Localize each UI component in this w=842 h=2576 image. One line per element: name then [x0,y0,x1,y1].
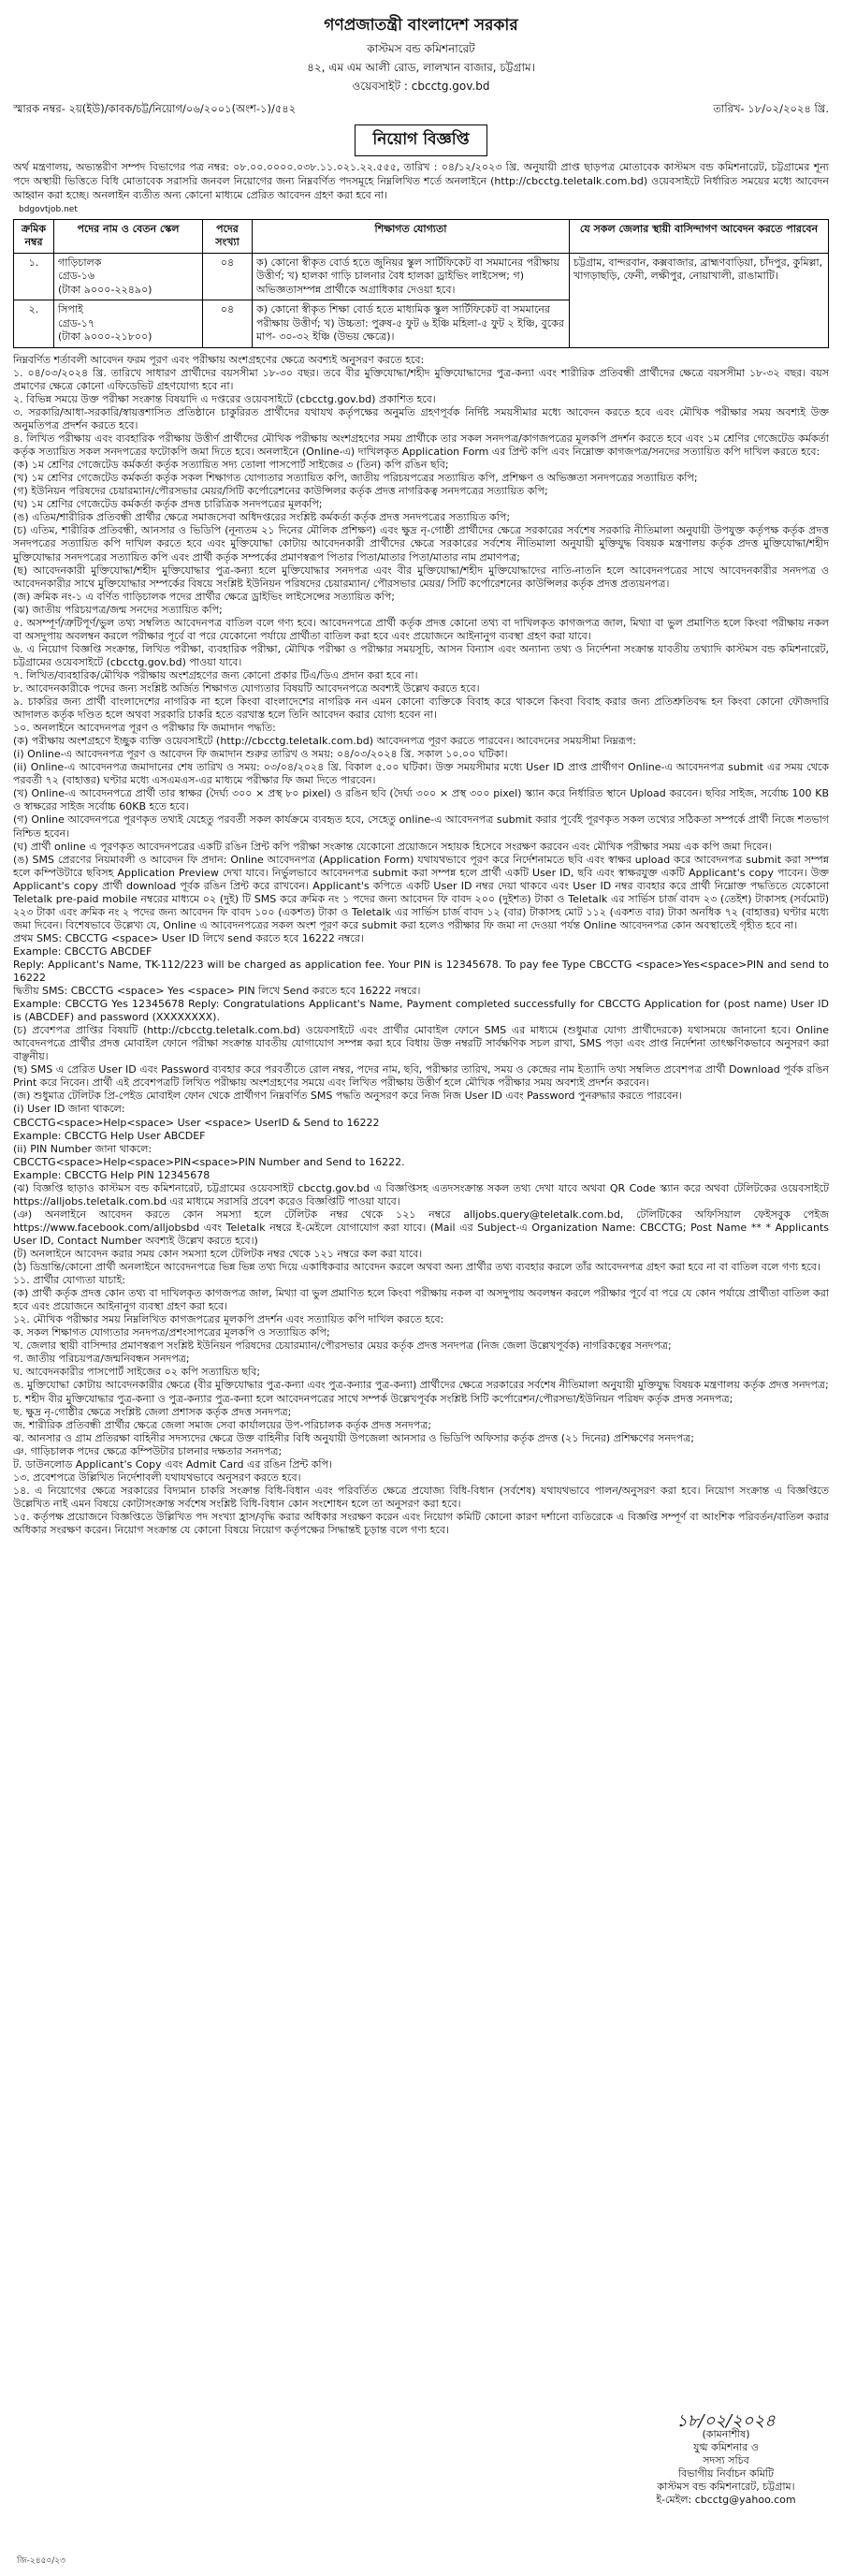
term-line: (ii) Online-এ আবেদনপত্র জমাদানের শেষ তারিখ ও সময়: ০৩/০৪/২০২৪ খ্রি. বিকাল ৫.০০ ঘটিকা। উক্ত সময়সীমার মধ্যে User ID প্রাপ্ত প্রার্থীগণ Online-এ আবেদনপত্র submit এর সময় থেকে পরবর্তী ৭২ (বাহাত্তর) ঘণ্টার মধ্যে এসএমএস-এর মাধ্যমে পরীক্ষার ফি জমা দিতে পারবেন। [13,761,829,787]
term-line: (ঘ) ১ম শ্রেণির গেজেটেড কর্মকর্তা কর্তৃক প্রদত্ত চারিত্রিক সনদপত্রের মূলকপি; [13,498,323,511]
table-row [14,253,829,300]
footer-code: জি-২৪৫০/২৩ [17,2556,65,2566]
row-count: ০৪ [203,300,253,348]
term-line: (ঠ) ডিভ্রান্তি/কোনো প্রার্থী অনলাইনে আবেদনপত্রে ভিন্ন ভিন্ন তথ্য দিয়ে একাধিকবার আবেদন করলে অথবা অন্য প্রার্থীর তথ্য ব্যবহার করলে তাঁর আবেদনপত্র গ্রহণ করা হবে না বা বাতিল বলে গণ্য হবে। [13,1261,820,1274]
term-line: নিম্নবর্ণিত শর্তাবলী আবেদন ফরম পূরণ এবং পরীক্ষায় অংশগ্রহণের ক্ষেত্রে অবশ্যই অনুসরণ করতে হবে: [13,353,425,366]
government-name: গণপ্রজাতন্ত্রী বাংলাদেশ সরকার [324,16,518,35]
term-line: ৮. আবেদনকারীকে পদের জন্য সংশ্লিষ্ট অর্জিত শিক্ষাগত যোগ্যতার বিষয়টি আবেদনপত্রে অবশ্যই উল্লেখ করতে হবে। [13,681,480,695]
term-line: ছ. ক্ষুদ্র নৃ-গোষ্ঠীর ক্ষেত্রে সংশ্লিষ্ট জেলা প্রশাসক কর্তৃক প্রদত্ত সনদপত্র; [13,1405,292,1418]
term-line: (ঙ) এতিম/শারীরিক প্রতিবন্ধী প্রার্থীর ক্ষেত্রে সমাজসেবা অধিদপ্তরের সংশ্লিষ্ট কর্মকর্তা কর্তৃক প্রদত্ত সনদপত্রের সত্যায়িত কপি; [13,511,511,524]
term-line: ১০. অনলাইনে আবেদনপত্র পূরণ ও পরীক্ষার ফি জমাদান পদ্ধতি: [13,722,276,735]
term-line: Example: CBCCTG ABCDEF [13,944,152,958]
term-line: ১. ০৪/০৩/২০২৪ খ্রি. তারিখে সাধারণ প্রার্থীদের বয়সসীমা ১৮-৩০ বছর। তবে বীর মুক্তিযোদ্ধা/শহীদ মুক্তিযোদ্ধাদের পুত্র-কন্যা এবং শারীরিক প্রতিবন্ধী প্রার্থীদের ক্ষেত্রে বয়সসীমা ১৮-৩২ বছর। বয়স প্রমাণের ক্ষেত্রে কোনো এফিডেভিট গ্রহণযোগ্য হবে না। [13,366,829,392]
term-line: (ক) পরীক্ষায় অংশগ্রহণে ইচ্ছুক ব্যক্তি ওয়েবসাইটে (http://cbcctg.teletalk.com.bd) আবেদনপত্র পূরণ করতে পারবেন। আবেদনের সময়সীমা নিম্নরূপ: [13,735,636,748]
term-line: ঘ. আবেদনকারীর পাসপোর্ট সাইজের ০২ কপি সত্যায়িত ছবি; [13,1366,261,1379]
term-line: ৭. লিখিত/ব্যবহারিক/মৌখিক পরীক্ষায় অংশগ্রহণের জন্য কোনো প্রকার টিএ/ডিএ প্রদান করা হবে না। [13,668,418,681]
intro-text: অর্থ মন্ত্রণালয়, অভ্যন্তরীণ সম্পদ বিভাগের পত্র নম্বর: ০৮.০০.০০০০.০৩৮.১১.০২১.২২.৫৫৫, তারিখ : ০৪/১২/২০২৩ খ্রি. অনুযায়ী প্রাপ্ত ছাড়পত্র মোতাবেক কাস্টমস বন্ড কমিশনারেট, চট্টগ্রামের শূন্য পদে অস্থায়ী ভিত্তিতে বিধি মোতাবেক সরাসরি জনবল নিয়োগের জন্য নিম্নবর্ণিত পদসমূহে নিম্নলিখিত শর্তে অনলাইনে (http://cbcctg.teletalk.com.bd) ওয়েবসাইটে নির্ধারিত সময়ের মধ্যে আবেদন আহ্বান করা হচ্ছে। অনলাইন ব্যতীত অন্য কোনো মাধ্যমে প্রেরিত আবেদন গ্রহণ করা হবে না। [13,161,829,202]
row-post [54,300,203,348]
term-line: CBCCTG<space>Help<space>PIN<space>PIN Number and Send to 16222. [13,1155,405,1168]
term-line: (খ) ১ম শ্রেণির গেজেটেড কর্মকর্তা কর্তৃক সকল শিক্ষাগত যোগ্যতার সত্যায়িত কপি, জাতীয় পরিচয়পত্রের সত্যায়িত কপি, প্রশিক্ষণ ও অভিজ্ঞতা সনদপত্রের সত্যায়িত কপি; [13,472,698,485]
row-serial: ২. [14,300,54,348]
term-line: ঞ. গাড়িচালক পদের ক্ষেত্রে কম্পিউটার চালনার দক্ষতার সনদপত্র; [13,1444,283,1457]
post-grade: গ্রেড-১৭ [58,316,95,329]
row-count: ০৪ [203,253,253,300]
term-line: (জ) শুধুমাত্র টেলিটক প্রি-পেইড মোবাইল ফোন থেকে প্রার্থীগণ নিম্নবর্ণিত SMS পদ্ধতি অনুসরণ করে নিজ নিজ User ID এবং Password পুনরুদ্ধার করতে পারবেন। [13,1090,682,1103]
table-header-row [14,219,829,253]
term-line: (চ) প্রবেশপত্র প্রাপ্তির বিষয়টি (http://cbcctg.teletalk.com.bd) ওয়েবসাইটে এবং প্রার্থীর মোবাইল ফোনে SMS এর মাধ্যমে (শুধুমাত্র যোগ্য প্রার্থীদেরকে) যথাসময়ে জানানো হবে। Online আবেদনপত্রে প্রার্থীর প্রদত্ত মোবাইল ফোনে পরীক্ষা সংক্রান্ত যাবতীয় যোগাযোগ সম্পন্ন করা হবে বিধায় উক্ত নম্বরটি সার্বক্ষণিক সচল রাখা, SMS পড়া এবং প্রাপ্ত নির্দেশনা তাৎক্ষণিকভাবে অনুসরণ করা বাঞ্ছনীয়। [13,1024,830,1063]
post-scale: (টাকা ৯০০০-২২৪৯০) [58,283,152,296]
term-line: চ. শহীদ বীর মুক্তিযোদ্ধার পুত্র-কন্যা ও পুত্র-কন্যার পুত্র-কন্যা হলে আবেদনপত্রের সাথে সম্পর্ক উল্লেখপূর্বক সংশ্লিষ্ট সিটি কর্পোরেশন/পৌরসভা/ইউনিয়ন পরিষদ কর্তৃক প্রদত্ত সনদপত্র; [13,1392,733,1405]
term-line: ৯. চাকরির জন্য প্রার্থী বাংলাদেশের নাগরিক না হলে কিংবা বাংলাদেশের নাগরিক নন এমন কোনো ব্যক্তিকে বিবাহ করে থাকলে কিংবা বিবাহ করার জন্য প্রতিশ্রুতিবদ্ধ হন কিংবা কোনো ফৌজদারি আদালত কর্তৃক দণ্ডিত হলে অথবা সরকারি চাকরি হতে বরখাস্ত হলে তিনি আবেদন করার যোগ্য হবেন না। [13,695,829,722]
term-line: (খ) Online-এ আবেদনপত্রে প্রার্থী তার স্বাক্ষর (দৈর্ঘ্য ৩০০ × প্রস্থ ৮০ pixel) ও রঙিন ছবি (দৈর্ঘ্য ৩০০ × প্রস্থ ৩০০ pixel) স্ক্যান করে নির্ধারিত স্থানে Upload করবেন। ছবির সাইজ, সর্বোচ্চ 100 KB ও স্বাক্ষরের সাইজ সর্বোচ্চ 60KB হতে হবে। [13,787,829,813]
signatory-name: (কামনাশীষ) [702,2428,750,2440]
term-line: (i) User ID জানা থাকলে: [13,1103,125,1116]
term-line: (ছ) SMS এ প্রেরিত User ID এবং Password ব্যবহার করে পরবর্তীতে রোল নম্বর, পদের নাম, ছবি, পরীক্ষার তারিখ, সময় ও কেন্দ্রের নাম ইত্যাদি তথ্য সম্বলিত প্রবেশপত্র প্রার্থী Download পূর্বক রঙিন Print করে নিবেন। প্রার্থী এই প্রবেশপত্রটি লিখিত পরীক্ষায় অংশগ্রহণের সময়ে এবং লিখিত পরীক্ষায় উত্তীর্ণ হলে মৌখিক পরীক্ষার সময় অবশ্যই প্রদর্শন করবেন। [13,1063,829,1090]
term-line: ক. সকল শিক্ষাগত যোগ্যতার সনদপত্র/প্রশংসাপত্রের মূলকপি ও সত্যায়িত কপি; [13,1326,330,1339]
col-districts: যে সকল জেলার স্থায়ী বাসিন্দাগণ আবেদন করতে পারবেন [570,219,829,253]
term-line: (ক) প্রার্থী কর্তৃক প্রদত্ত কোন তথ্য বা দাখিলকৃত কাগজপত্র জাল, মিথ্যা বা ভুল প্রমাণিত হলে কিংবা পরীক্ষায় নকল বা অসদুপায় অবলম্বন করলে পরীক্ষার পূর্বে বা পরে যে কোন পর্যায়ে প্রার্থীতা বাতিল করা হবে এবং প্রয়োজনে আইনানুগ ব্যবস্থা গ্রহণ করা হবে। [13,1287,829,1313]
term-line: (ট) অনলাইনে আবেদন করার সময় কোন সমস্যা হলে টেলিটক নম্বর থেকে ১২১ নম্বরে কল করা যাবে। [13,1248,423,1260]
term-line: Example: CBCCTG Yes 12345678 Reply: Congratulations Applicant's Name, Payment completed successfully for CBCCTG Application for (post name) User ID is (ABCDEF) and password (XXXXXXXX). [13,998,829,1024]
term-line: ৫. অসম্পূর্ণ/ত্রুটিপূর্ণ/ভুল তথ্য সম্বলিত আবেদনপত্র বাতিল বলে গণ্য হবে। আবেদনপত্রে প্রার্থী কর্তৃক প্রদত্ত কোনো তথ্য বা দাখিলকৃত কাগজপত্র জাল, মিথ্যা বা ভুল প্রমাণিত হলে কিংবা পরীক্ষায় নকল বা অসদুপায় অবলম্বন করলে পরীক্ষার পূর্বে বা পরে যেকোনো পর্যায়ে প্রার্থীতা বাতিল করা হবে এবং প্রয়োজনে আইনানুগ ব্যবস্থা গ্রহণ করা যাবে। [13,616,829,642]
row-post [54,253,203,300]
post-scale: (টাকা ৯০০০-২১৮০০) [58,330,152,344]
term-line: (ঝ) জাতীয় পরিচয়পত্র/জন্ম সনদের সত্যায়িত কপি; [13,603,223,616]
memo-number: স্মারক নম্বর- ২য়(ইউ)/কাবক/চট্ট/নিয়োগ/০৬/২০০১(অংশ-১)/৫৪২ [13,102,297,115]
office-address: ৪২, এম এম আলী রোড, লালখান বাজার, চট্টগ্রাম। [307,61,535,74]
post-grade: গ্রেড-১৬ [58,270,95,283]
contact-email: ই-মেইল: cbcctg@yahoo.com [656,2494,796,2506]
term-line: CBCCTG<space>Help<space> User <space> UserID & Send to 16222 [13,1116,380,1129]
term-line: ২. বিভিন্ন সময়ে উক্ত পরীক্ষা সংক্রান্ত বিষয়াদি এ দপ্তরের ওয়েবসাইটে (cbcctg.gov.bd) প্রকাশিত হবে। [13,392,436,405]
memo-date: তারিখ- ১৮/০২/২০২৪ খ্রি. [713,102,829,115]
letterhead [13,13,829,97]
terms-and-conditions [13,354,829,1537]
term-line: ১৪. এ নিয়োগের ক্ষেত্রে সরকারের বিদ্যমান চাকরি সংক্রান্ত বিধি-বিধান এবং পরিবর্তিত ক্ষেত্রে প্রযোজ্য বিধি-বিধান (সর্বশেষ) যথাযথভাবে পালন/অনুসরণ করা হবে। নিয়োগ সংক্রান্ত এ বিজ্ঞপ্তিতে উল্লেখিত নাই এমন বিষয়ে কোটাসংক্রান্ত সর্বশেষ সংশ্লিষ্ট বিধি-বিধান কোন সংশোধন হলে তা অনুসরণ করা হবে। [13,1484,829,1510]
term-line: Example: CBCCTG Help PIN 12345678 [13,1168,210,1181]
term-line: (চ) এতিম, শারীরিক প্রতিবন্ধী, আনসার ও ভিডিপি (নূন্যতম ২১ দিনের মৌলিক প্রশিক্ষণ) এবং ক্ষুদ্র নৃ-গোষ্ঠী প্রার্থীদের ক্ষেত্রে সরকারের সর্বশেষ সরকারি নীতিমালা অনুযায়ী উপযুক্ত কর্তৃপক্ষ কর্তৃক প্রদত্ত সনদপত্রের সত্যায়িত কপি দাখিল করতে হবে এবং মুক্তিযোদ্ধা কোটায় আবেদনকারী প্রার্থীদের ক্ষেত্রে সরকারের সর্বশেষ নীতিমালা অনুযায়ী মুক্তিযুদ্ধ বিষয়ক মন্ত্রণালয় কর্তৃক প্রদত্ত মুক্তিযোদ্ধা/শহীদ মুক্তিযোদ্ধার সনদপত্রের সত্যায়িত কপি এবং প্রার্থী কর্তৃক সম্পর্কের প্রমাণস্বরূপ পিতার পিতা/মাতার পিতা/মাতার নাম প্রমাণপত্র; [13,524,829,564]
col-count: পদের সংখ্যা [203,219,253,253]
term-line: ১৩. প্রবেশপত্রে উল্লিখিত নির্দেশাবলী যথাযথভাবে অনুসরণ করতে হবে। [13,1471,301,1484]
term-line: (ii) PIN Number জানা থাকলে: [13,1142,152,1155]
term-line: গ. জাতীয় পরিচয়পত্র/জন্মনিবন্ধন সনদপত্র; [13,1353,190,1366]
term-line: (ক) ১ম শ্রেণির গেজেটেড কর্মকর্তা কর্তৃক সত্যায়িত সদ্য তোলা পাসপোর্ট সাইজের ৩ (তিন) কপি রঙিন ছবি; [13,459,449,472]
term-line: ১২. মৌখিক পরীক্ষার সময় নিম্নলিখিত কাগজপত্রের মূলকপি প্রদর্শন এবং সত্যায়িত কপি দাখিল করতে হবে: [13,1313,444,1326]
term-line: ১৫. কর্তৃপক্ষ প্রয়োজনে বিজ্ঞপ্তিতে উল্লিখিত পদ সংখ্যা হ্রাস/বৃদ্ধি করার অধিকার সংরক্ষণ করেন এবং নিয়োগ কমিটি কোনো কারণ দর্শানো ব্যতিরেকে এ বিজ্ঞপ্তি সম্পূর্ণ বা আংশিক পরিবর্তন/বাতিল করার অধিকার সংরক্ষণ করেন। নিয়োগ সংক্রান্ত যে কোনো বিষয়ে নিয়োগ কর্তৃপক্ষের সিদ্ধান্তই চূড়ান্ত বলে গণ্য হবে। [13,1510,829,1536]
committee-office: কাস্টমস বন্ড কমিশনারেট, চট্টগ্রাম। [657,2481,795,2493]
term-line: ঙ. মুক্তিযোদ্ধা কোটায় আবেদনকারীর ক্ষেত্রে (বীর মুক্তিযোদ্ধার পুত্র-কন্যা এবং পুত্র-কন্যার পুত্র-কন্যা) প্রার্থীদের ক্ষেত্রে সরকারের সর্বশেষ নীতিমালা অনুযায়ী মুক্তিযুদ্ধ বিষয়ক মন্ত্রণালয় কর্তৃক প্রদত্ত সনদপত্র; [13,1379,829,1392]
term-line: (ঘ) প্রার্থী online এ পূরণকৃত আবেদনপত্রের একটি রঙিন প্রিন্ট কপি পরীক্ষা সংক্রান্ত যেকোনো প্রয়োজনে সহায়ক হিসেবে সংরক্ষণ করবেন এবং মৌখিক পরীক্ষার সময় এক কপি জমা দিবেন। [13,840,772,853]
row-serial: ১. [14,253,54,300]
intro-sub: bdgovtjob.net [19,204,78,214]
post-name: গাড়িচালক [58,256,102,269]
notice-title: নিয়োগ বিজ্ঞপ্তি [355,124,486,156]
posts-table [13,219,829,348]
col-post: পদের নাম ও বেতন স্কেল [54,219,203,253]
signature-scrawl: ১৮/০২/২০২৪ [676,2411,776,2431]
office-name: কাস্টমস বন্ড কমিশনারেট [367,42,475,55]
signature-block [642,2411,810,2507]
term-line: দ্বিতীয় SMS: CBCCTG <space> Yes <space> PIN লিখে Send করতে হবে 16222 নম্বরে। [13,985,421,998]
term-line: ৪. লিখিত পরীক্ষায় এবং ব্যবহারিক পরীক্ষায় উত্তীর্ণ প্রার্থীদের মৌখিক পরীক্ষায় অংশগ্রহণের সময় প্রার্থীকে তার সকল সনদপত্র/কাগজপত্রের মূলকপি প্রদর্শন করতে হবে এবং ১ম শ্রেণির গেজেটেড কর্মকর্তা কর্তৃক সত্যায়িত সকল সনদপত্রের ফটোকপি জমা দিতে হবে। অনলাইনে (Online-এ) দাখিলকৃত Application Form এর প্রিন্ট কপি এবং নিম্নোক্ত কাগজপত্র/সনদের সত্যায়িত কপি দাখিল করতে হবে: [13,432,829,459]
term-line: (ঞ) অনলাইনে আবেদন করতে কোন সমস্যা হলে টেলিটক নম্বর থেকে ১২১ নম্বরে alljobs.query@teletalk.com.bd, টেলিটিকের অফিসিয়াল ফেইসবুক পেইজ https://www.facebook.com/alljobsbd এবং Teletalk নম্বরে ই-মেইলে যোগাযোগ করা যাবে। (Mail এর Subject-এ Organization Name: CBCCTG; Post Name ** * Applicants User ID, Contact Number অবশ্যই উল্লেখ করতে হবে।) [13,1208,829,1247]
signatory-role: সদস্য সচিব [703,2454,749,2466]
col-serial: ক্রমিক নম্বর [14,219,54,253]
term-line: ঝ. আনসার ও গ্রাম প্রতিরক্ষা বাহিনীর সদস্যদের ক্ষেত্রে উক্ত বাহিনীর বিধি অনুযায়ী উপজেলা আনসার ও ভিডিপি অফিসার কর্তৃক প্রদত্ত (২১ দিনের) প্রশিক্ষণের সনদপত্র; [13,1431,694,1444]
term-line: ৬. এ নিয়োগ বিজ্ঞপ্তি সংক্রান্ত, লিখিত পরীক্ষা, ব্যবহারিক পরীক্ষা, মৌখিক পরীক্ষা ও পরীক্ষার সময়সূচি, আসন বিন্যাস এবং অন্যান্য তথ্য ও নির্দেশনা সংক্রান্ত যাবতীয় তথ্যাদি কাস্টমস বন্ড কমিশনারেট, চট্টগ্রামের ওয়েবসাইটে (cbcctg.gov.bd) পাওয়া যাবে। [13,642,829,668]
row-districts: চট্টগ্রাম, বান্দরবান, কক্সবাজার, ব্রাহ্মণবাড়িয়া, চাঁদপুর, কুমিল্লা, খাগড়াছড়ি, ফেনী, লক্ষীপুর, নোয়াখালী, রাঙামাটি। [570,253,829,347]
row-qualification: ক) কোনো স্বীকৃত বোর্ড হতে জুনিয়র স্কুল সার্টিফিকেট বা সমমানের পরীক্ষায় উত্তীর্ণ; খ) হালকা গাড়ি চালনার বৈধ হালকা ড্রাইভিং লাইসেন্স; গ) অভিজ্ঞতাসম্পন্ন প্রার্থীকে অগ্রাধিকার দেওয়া হবে। [253,253,570,300]
term-line: (i) Online-এ আবেদনপত্র পূরণ ও আবেদন ফি জমাদান শুরুর তারিখ ও সময়: ০৪/০৩/২০২৪ খ্রি. সকাল ১০.০০ ঘটিকা। [13,748,508,761]
term-line: (ঙ) SMS প্রেরণের নিয়মাবলী ও আবেদন ফি প্রদান: Online আবেদনপত্র (Application Form) যথাযথভাবে পূরণ করে নির্দেশনামতে ছবি এবং স্বাক্ষর upload করে আবেদনপত্র submit করা সম্পন্ন হলে কম্পিউটারে ছবিসহ Application Preview দেখা যাবে। নির্ভুলভাবে আবেদনপত্র submit করা সম্পন্ন হলে প্রার্থী একটি User ID, ছবি এবং স্বাক্ষরযুক্ত একটি Applicant's copy পাবেন। উক্ত Applicant's copy প্রার্থী download পূর্বক রঙিন প্রিন্ট করে রাখবেন। Applicant's কপিতে একটি User ID নম্বর দেয়া থাকবে এবং User ID নম্বর ব্যবহার করে প্রার্থী নিম্নোক্ত পদ্ধতিতে যেকোনো Teletalk pre-paid mobile নম্বরের মাধ্যমে ০২ (দুই) টি SMS করে ক্রমিক নং ১ পদের জন্য আবেদন ফি বাবদ ২০০ (দুইশত) টাকা ও Teletalk এর সার্ভিস চার্জ বাবদ ২৩ (তেইশ) টাকাসহ (সর্বমোট) ২২৩ টাকা এবং ক্রমিক নং ২ পদের জন্য আবেদন ফি বাবদ ১০০ (একশত) টাকা ও Teletalk এর সার্ভিস চার্জ বাবদ ১২ (বার) টাকাসহ মোট ১১২ (একশত বার) টাকা অনধিক ৭২ (বাহাত্তর) ঘণ্টার মধ্যে জমা দিবেন। বিশেষভাবে উল্লেখ্য যে, Online এ আবেদনপত্রের সকল অংশ পূরণ করে submit করা হলেও পরীক্ষার ফি জমা না দেওয়া পর্যন্ত Online আবেদনপত্র কোন অবস্থাতেই গৃহীত হবে না। [13,853,829,931]
term-line: ৩. সরকারি/আধা-সরকারি/স্বায়ত্তশাসিত প্রতিষ্ঠানে চাকুরিরত প্রার্থীদের যথাযথ কর্তৃপক্ষের অনুমতি গ্রহণপূর্বক নির্দিষ্ট সময়সীমার মধ্যে আবেদন করতে হবে এবং মৌখিক পরীক্ষার সময় অবশ্যই উক্ত অনুমতিপত্র প্রদর্শন করতে হবে। [13,406,829,432]
col-qualification: শিক্ষাগত যোগ্যতা [253,219,570,253]
term-line: জ. শারীরিক প্রতিবন্ধী প্রার্থীর ক্ষেত্রে জেলা সমাজ সেবা কার্যালয়ের উপ-পরিচালক কর্তৃক প্রদত্ত সনদপত্র; [13,1418,432,1431]
term-line: ট. ডাউনলোড Applicant's Copy এবং Admit Card এর রঙিন প্রিন্ট কপি। [13,1457,332,1471]
reference-row [13,101,829,119]
term-line: খ. জেলার স্থায়ী বাসিন্দার প্রমাণস্বরূপ সংশ্লিষ্ট ইউনিয়ন পরিষদের চেয়ারম্যান/পৌরসভার মেয়র কর্তৃক প্রদত্ত সনদপত্র (নিজ জেলা উল্লেখপূর্বক) নাগরিকত্বের সনদপত্র; [13,1339,672,1353]
term-line: প্রথম SMS: CBCCTG <space> User ID লিখে send করতে হবে 16222 নম্বরে। [13,931,364,944]
post-name: সিপাই [58,303,83,316]
term-line: ১১. প্রার্থীর যোগ্যতা যাচাই: [13,1274,125,1287]
notice-page [13,0,830,2566]
committee-name: বিভাগীয় নির্বাচন কমিটি [677,2467,775,2480]
row-qualification: ক) কোনো স্বীকৃত শিক্ষা বোর্ড হতে মাধ্যমিক স্কুল সার্টিফিকেট বা সমমানের পরীক্ষায় উত্তীর্ণ; খ) উচ্চতা: পুরুষ-৫ ফুট ৬ ইঞ্চি মহিলা-৫ ফুট ২ ইঞ্চি, বুকের মাপ- ৩০-৩২ ইঞ্চি (উভয় ক্ষেত্রে)। [253,300,570,348]
office-website: ওয়েবসাইট : cbcctg.gov.bd [352,80,490,93]
term-line: (গ) Online আবেদনপত্রে পূরণকৃত তথ্যই যেহেতু পরবর্তী সকল কার্যক্রমে ব্যবহৃত হবে, সেহেতু online-এ আবেদনপত্র submit করার পূর্বেই পূরণকৃত সকল তথ্যের সঠিকতা সম্পর্কে প্রার্থী নিজে শতভাগ নিশ্চিত হবেন। [13,813,829,840]
term-line: (ছ) আবেদনকারী মুক্তিযোদ্ধা/শহীদ মুক্তিযোদ্ধার পুত্র-কন্যা হলে মুক্তিযোদ্ধার সনদপত্র এবং বীর মুক্তিযোদ্ধা/শহীদ মুক্তিযোদ্ধাদের নাতি-নাতনি হলে আবেদনপত্রের সাথে আবেদনকারীর সনদপত্র ও আবেদনকারীর সাথে মুক্তিযোদ্ধার সম্পর্কের বিষয়ে সংশ্লিষ্ট ইউনিয়ন পরিষদের চেয়ারম্যান/ পৌরসভার মেয়র/ সিটি কর্পোরেশনের কাউন্সিলর কর্তৃক প্রদত্ত প্রত্যয়নপত্র। [13,564,829,590]
term-line: Reply: Applicant's Name, TK-112/223 will be charged as application fee. Your PIN is 12345678. To pay fee Type CBCCTG <space>Yes<space>PIN and send to 16222 [13,958,829,985]
signatory-designation: যুগ্ম কমিশনার ও [693,2441,759,2453]
term-line: Example: CBCCTG Help User ABCDEF [13,1129,206,1142]
term-line: (জ) ক্রমিক নং-১ এ বর্ণিত গাড়িচালক পদের প্রার্থীর ক্ষেত্রে ড্রাইভিং লাইসেন্সের সত্যায়িত কপি; [13,590,395,603]
intro-paragraph [13,160,829,217]
term-line: (ঝ) বিজ্ঞপ্তি ছাড়াও কাস্টমস বন্ড কমিশনারেট, চট্টগ্রামের ওয়েবসাইট cbcctg.gov.bd এ বিজ্ঞপ্তিসহ এতদসংক্রান্ত সকল তথ্য দেখা যাবে অথবা QR Code স্ক্যান করে অথবা টেলিটকের ওয়েবসাইটে https://alljobs.teletalk.com.bd এর মাধ্যমে সরাসরি প্রবেশ করেও বিজ্ঞপ্তিটি পাওয়া যাবে। [13,1181,829,1208]
term-line: (গ) ইউনিয়ন পরিষদের চেয়ারম্যান/পৌরসভার মেয়র/সিটি কর্পোরেশনের কাউন্সিলর কর্তৃক প্রদত্ত নাগরিকত্ব সনদপত্রের সত্যায়িত কপি; [13,485,548,498]
